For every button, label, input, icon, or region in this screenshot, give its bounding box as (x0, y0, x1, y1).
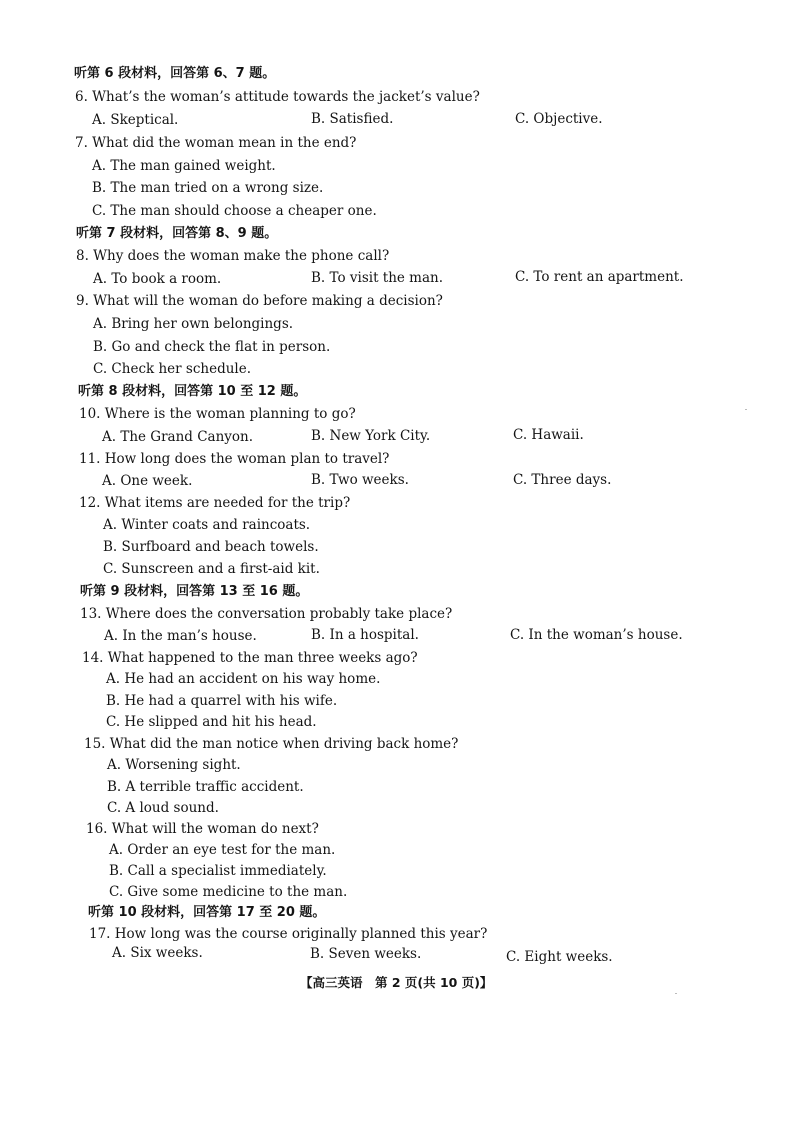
option-10b: B. New York City. (311, 428, 431, 444)
option-9a: A. Bring her own belongings. (93, 316, 294, 332)
option-14a: A. He had an accident on his way home. (106, 671, 381, 687)
option-11c: C. Three days. (513, 472, 612, 488)
option-14b: B. He had a quarrel with his wife. (106, 693, 338, 709)
question-11: 11. How long does the woman plan to travel? (79, 451, 390, 467)
section-heading: 听第 9 段材料，回答第 13 至 16 题。 (80, 584, 309, 599)
question-13: 13. Where does the conversation probably take place? (80, 606, 453, 622)
option-14c: C. He slipped and hit his head. (106, 714, 317, 730)
option-15b: B. A terrible traffic accident. (107, 779, 304, 795)
option-17a: A. Six weeks. (112, 945, 203, 961)
option-16c: C. Give some medicine to the man. (109, 884, 348, 900)
scan-speck (675, 993, 677, 994)
section-heading: 听第 6 段材料，回答第 6、7 题。 (74, 66, 276, 81)
question-8: 8. Why does the woman make the phone call? (76, 248, 390, 264)
option-9c: C. Check her schedule. (93, 361, 252, 377)
question-6: 6. What’s the woman’s attitude towards the jacket’s value? (75, 89, 480, 105)
option-13a: A. In the man’s house. (104, 628, 257, 644)
option-10a: A. The Grand Canyon. (102, 429, 254, 445)
question-17: 17. How long was the course originally planned this year? (89, 926, 488, 942)
question-7: 7. What did the woman mean in the end? (75, 135, 357, 151)
option-7c: C. The man should choose a cheaper one. (92, 203, 377, 219)
option-6a: A. Skeptical. (92, 112, 179, 128)
option-16b: B. Call a specialist immediately. (109, 863, 327, 879)
question-14: 14. What happened to the man three weeks ago? (82, 650, 418, 666)
option-16a: A. Order an eye test for the man. (109, 842, 336, 858)
option-8c: C. To rent an apartment. (515, 269, 684, 285)
option-11a: A. One week. (102, 473, 193, 489)
option-15a: A. Worsening sight. (107, 757, 241, 773)
section-heading: 听第 8 段材料，回答第 10 至 12 题。 (78, 384, 307, 399)
option-12b: B. Surfboard and beach towels. (103, 539, 319, 555)
option-17c: C. Eight weeks. (506, 949, 613, 965)
option-8a: A. To book a room. (93, 271, 222, 287)
question-10: 10. Where is the woman planning to go? (79, 406, 356, 422)
option-11b: B. Two weeks. (311, 472, 409, 488)
option-6b: B. Satisfied. (311, 111, 394, 127)
page-footer: 【高三英语 第 2 页(共 10 页)】 (300, 975, 493, 990)
question-12: 12. What items are needed for the trip? (79, 495, 351, 511)
option-12c: C. Sunscreen and a first-aid kit. (103, 561, 320, 577)
question-15: 15. What did the man notice when driving back home? (84, 736, 459, 752)
option-10c: C. Hawaii. (513, 427, 584, 443)
option-8b: B. To visit the man. (311, 270, 444, 286)
section-heading: 听第 7 段材料，回答第 8、9 题。 (76, 226, 278, 241)
option-7b: B. The man tried on a wrong size. (92, 180, 324, 196)
option-13c: C. In the woman’s house. (510, 627, 683, 643)
option-9b: B. Go and check the flat in person. (93, 339, 331, 355)
option-6c: C. Objective. (515, 111, 603, 127)
option-13b: B. In a hospital. (311, 627, 419, 643)
question-16: 16. What will the woman do next? (86, 821, 319, 837)
section-heading: 听第 10 段材料，回答第 17 至 20 题。 (88, 905, 326, 920)
question-9: 9. What will the woman do before making a decision? (76, 293, 443, 309)
scan-speck (745, 409, 747, 410)
option-17b: B. Seven weeks. (310, 946, 422, 962)
option-12a: A. Winter coats and raincoats. (103, 517, 311, 533)
option-15c: C. A loud sound. (107, 800, 219, 816)
option-7a: A. The man gained weight. (92, 158, 276, 174)
